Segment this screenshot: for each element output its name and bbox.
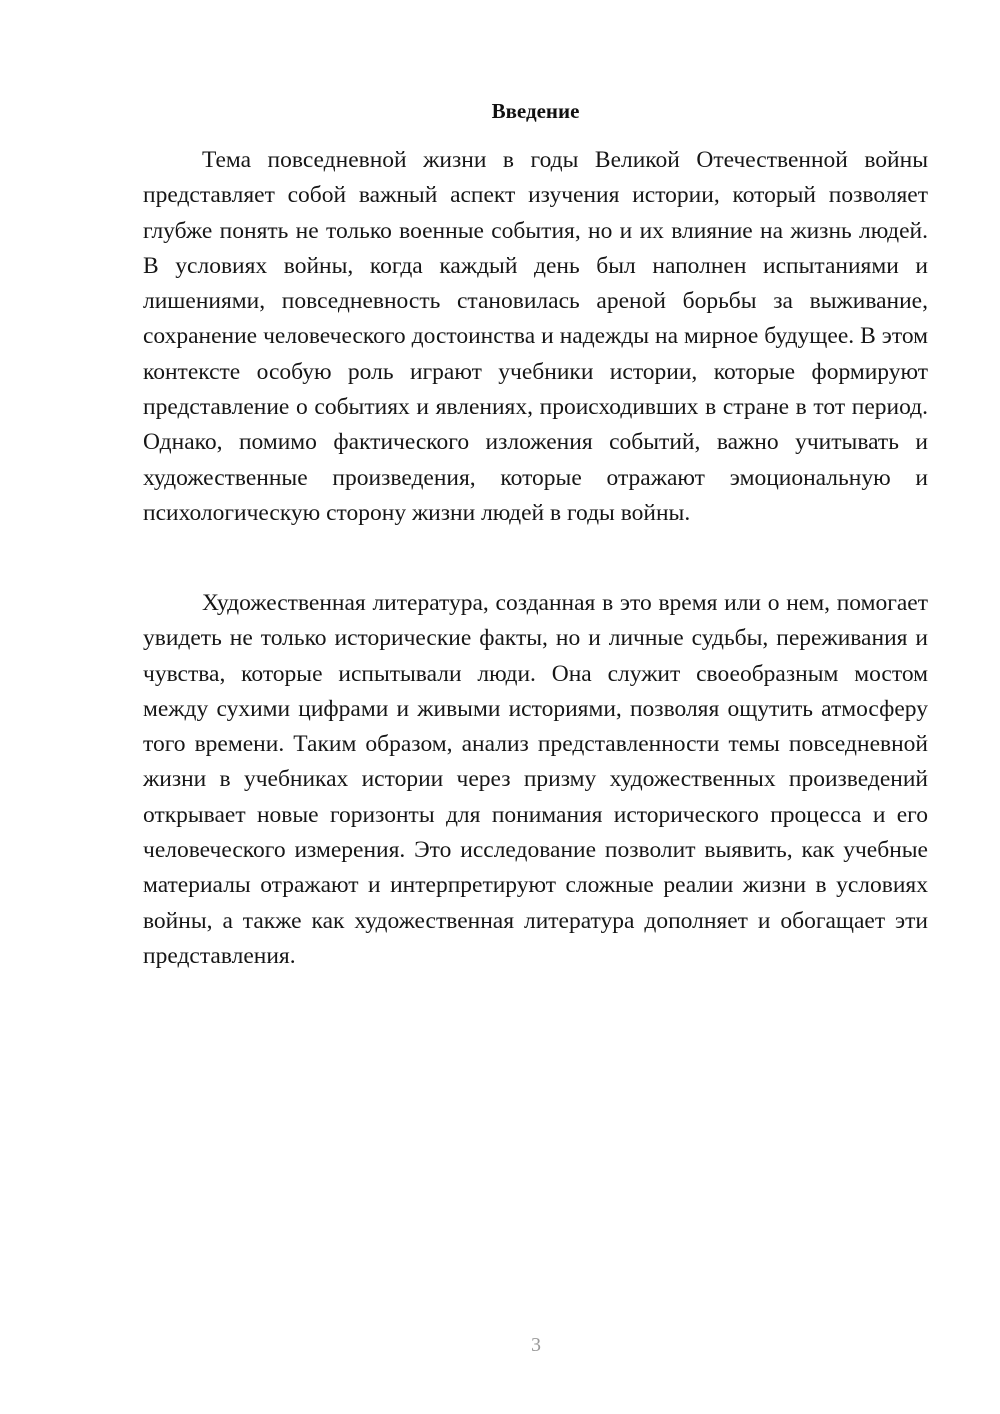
paragraph-2: Художественная литература, созданная в это время или о нем, помогает увидеть не только исторические факты, но и личные судьбы, переживания и чувства, которые испытывали люди. Она служит своеобразным мостом между сухими цифрами и живыми историями, позволяя ощутить атмосферу того времени. Таким образом, анализ представленности темы повседневной жизни в учебниках истории через призму художественных произведений открывает новые горизонты для понимания исторического процесса и его человеческого измерения. Это исследование позволит выявить, как учебные материалы отражают и интерпретируют сложные реалии жизни в условиях войны, а также как художественная литература дополняет и обогащает эти представления. xyxy=(143,590,928,969)
page-number: 3 xyxy=(531,1334,541,1356)
paragraph-1: Тема повседневной жизни в годы Великой Отечественной войны представляет собой важный аспект изучения истории, который позволяет глубже понять не только военные события, но и их влияние на жизнь людей. В условиях войны, когда каждый день был наполнен испытаниями и лишениями, повседневность становилась ареной борьбы за выживание, сохранение человеческого достоинства и надежды на мирное будущее. В этом контексте особую роль играют учебники истории, которые формируют представление о событиях и явлениях, происходивших в стране в тот период. Однако, помимо фактического изложения событий, важно учитывать и художественные произведения, которые отражают эмоциональную и психологическую сторону жизни людей в годы войны. xyxy=(143,147,928,526)
section-heading: Введение xyxy=(491,99,580,123)
